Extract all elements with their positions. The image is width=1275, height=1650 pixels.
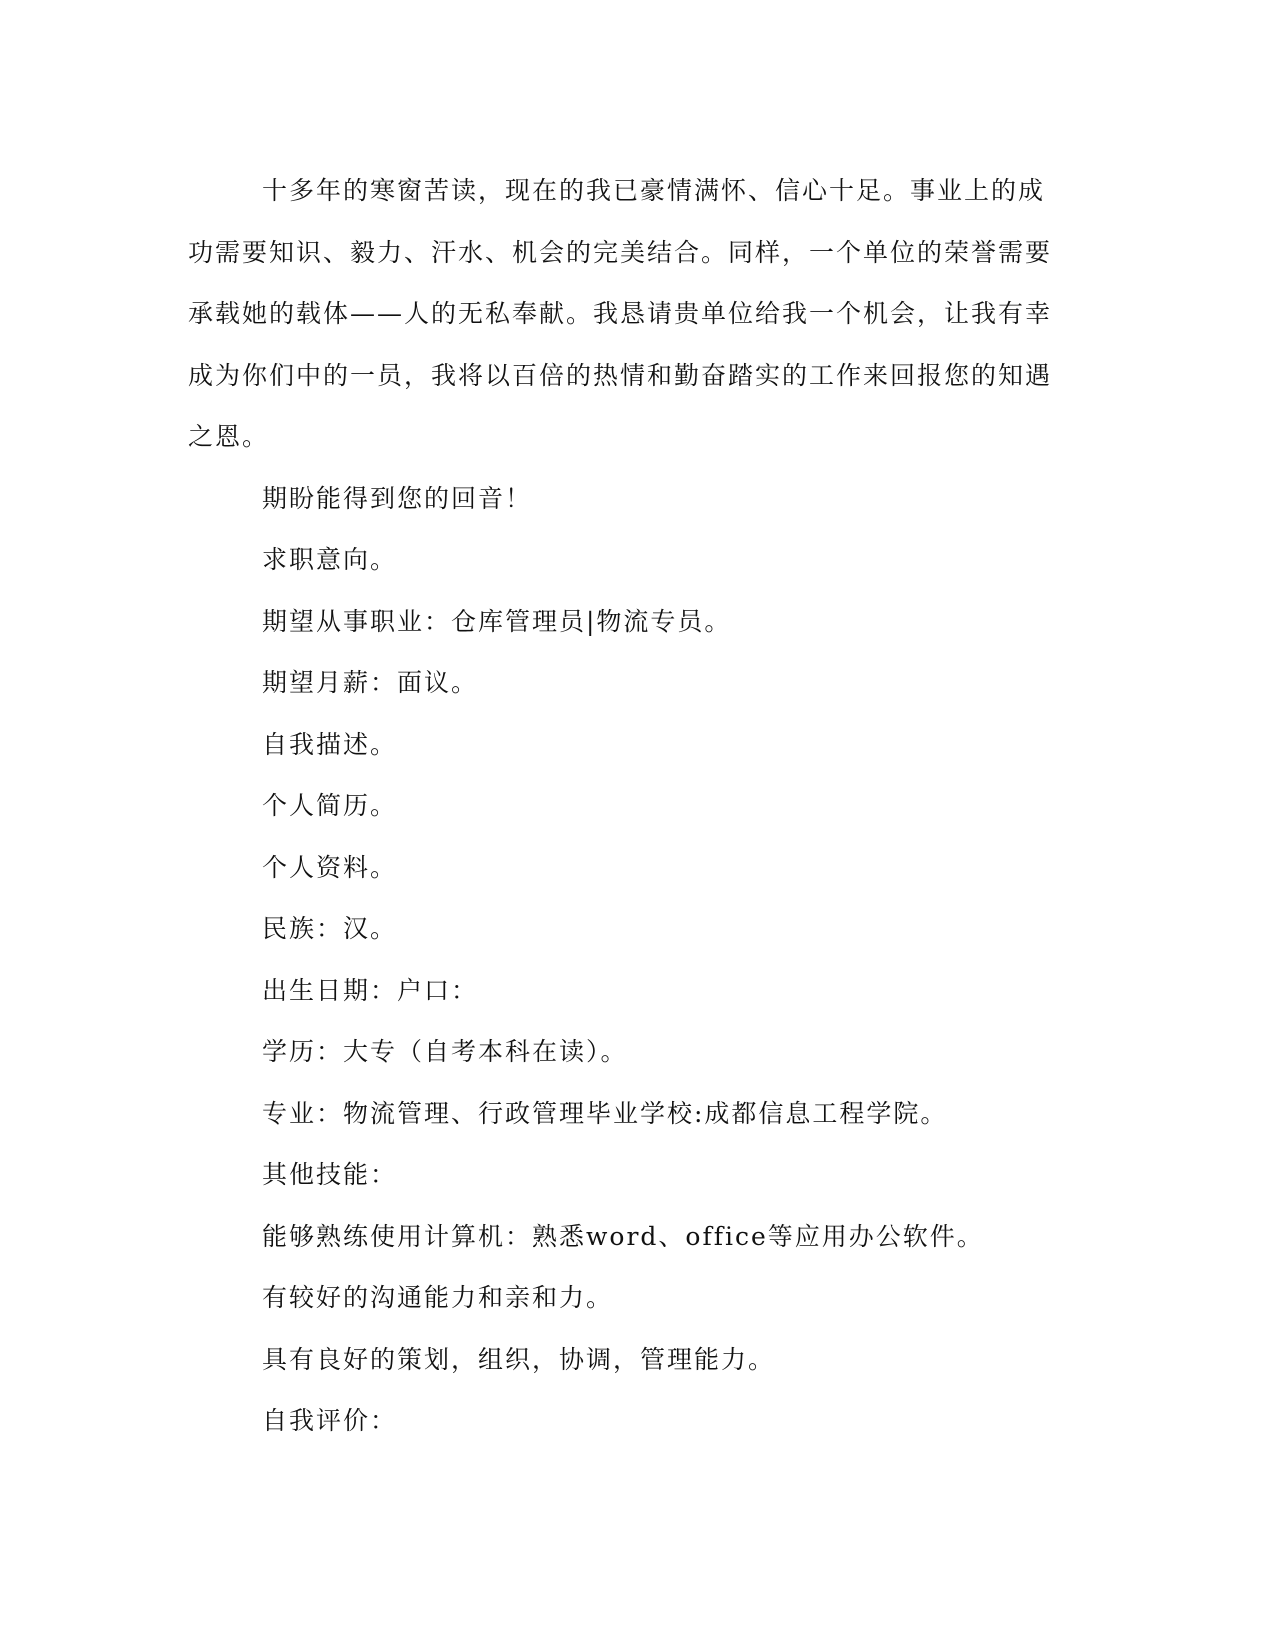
section-heading-resume: 个人简历。 — [262, 791, 398, 820]
desired-occupation: 期望从事职业：仓库管理员|物流专员。 — [262, 606, 732, 636]
section-heading-self-evaluation: 自我评价： — [262, 1406, 398, 1435]
cover-letter-paragraph: 十多年的寒窗苦读，现在的我已豪情满怀、信心十足。事业上的成功需要知识、毅力、汗水、机会的完美结合。同样，一个单位的荣誉需要承载她的载体——人的无私奉献。我恳请贵单位给我一个机会，让我有幸成为你们中的一员，我将以百倍的热情和勤奋踏实的工作来回报您的知遇之恩。 — [188, 176, 1053, 451]
education: 学历：大专（自考本科在读）。 — [262, 1037, 628, 1066]
section-heading-personal-info: 个人资料。 — [262, 852, 398, 882]
ethnicity: 民族：汉。 — [262, 914, 398, 943]
section-heading-self-description: 自我描述。 — [262, 729, 398, 759]
section-heading-job-intention: 求职意向。 — [262, 545, 398, 574]
major-and-school: 专业：物流管理、行政管理毕业学校:成都信息工程学院。 — [262, 1098, 948, 1128]
closing-line: 期盼能得到您的回音！ — [262, 483, 533, 513]
skill-communication: 有较好的沟通能力和亲和力。 — [262, 1283, 614, 1312]
section-heading-other-skills: 其他技能： — [262, 1160, 398, 1189]
skill-computer: 能够熟练使用计算机：熟悉word、office等应用办公软件。 — [262, 1221, 984, 1251]
desired-salary: 期望月薪：面议。 — [262, 668, 479, 697]
document-body — [188, 160, 1068, 1452]
skill-management: 具有良好的策划，组织，协调，管理能力。 — [262, 1344, 776, 1374]
birthdate-hukou: 出生日期：户口： — [262, 975, 479, 1005]
